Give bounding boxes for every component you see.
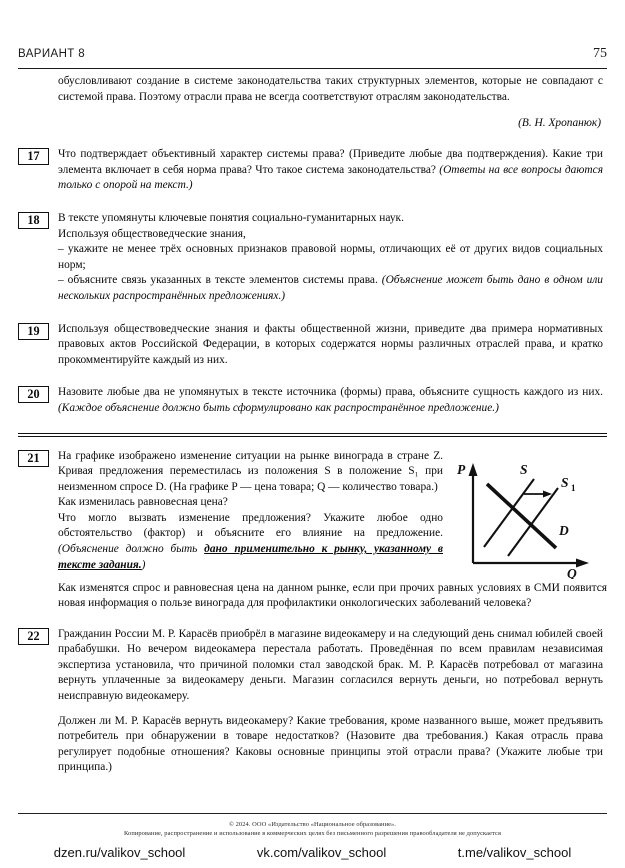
header-divider [18, 68, 607, 69]
footer-divider [18, 813, 607, 814]
page-content [18, 74, 607, 776]
task-21-intro: На графике изображено изменение ситуации на рынке винограда в стране Z. Кривая предложения переместилась из положения S в положение S₁ при неизменном спросе D. (На графике P — цена товара; Q — количество товара.) [58, 449, 443, 493]
task-22-number: 22 [18, 628, 49, 645]
label-q: Q [567, 565, 577, 579]
task-21-body [58, 449, 607, 612]
task-18-number: 18 [18, 212, 49, 229]
task-21-intro-column [58, 449, 443, 574]
social-links [18, 845, 607, 860]
task-21-top-row [58, 449, 607, 579]
link-telegram[interactable]: t.me/valikov_school [457, 845, 572, 860]
axis-vertical-arrow [469, 463, 478, 476]
task-17-text [58, 147, 603, 194]
task-20-number: 20 [18, 386, 49, 403]
task-18-line-4 [58, 273, 603, 304]
section-divider [18, 433, 607, 437]
curve-supply-s1 [508, 488, 558, 556]
task-22-paragraph-2: Должен ли М. Р. Карасёв вернуть видеокамеру? Какие требования, кроме названного выше, может предъявить потребитель при обнаружении в товаре недостатков? (Назовите два требования.) Какая отрасль права регулирует подобные отношения? Каковы основные принципы этой отрасли права? (Укажите любые три принципа.) [58, 714, 603, 774]
task-20-body [58, 385, 607, 416]
task-17-text-italic: (Ответы на все вопросы даются только с опорой на текст.) [58, 163, 603, 192]
page-footer [18, 813, 607, 860]
task-21-question-2-italic-close: ) [141, 558, 146, 571]
task-20-text [58, 385, 603, 416]
task-21-emphasis: дано применительно к рынку, указанному в тексте задания. [58, 543, 443, 571]
label-s: S [520, 461, 528, 477]
task-21-question-2 [58, 511, 443, 573]
supply-demand-chart [451, 449, 601, 579]
task-20-text-normal: Назовите любые два не упомянутых в тексте источника (формы) права, объясните сущность каждого из них. [58, 386, 603, 399]
page-number: 75 [593, 46, 607, 61]
label-d: D [559, 522, 569, 538]
task-19-body [58, 322, 607, 369]
task-18-body [58, 211, 607, 305]
task-22 [18, 627, 607, 776]
variant-label: ВАРИАНТ 8 [18, 48, 86, 60]
task-19 [18, 322, 607, 369]
task-18-line-4-normal: – объясните связь указанных в тексте элементов системы права. [58, 274, 382, 287]
link-vk[interactable]: vk.com/valikov_school [256, 845, 387, 860]
source-paragraph: обусловливают создание в системе законодательства таких структурных элементов, которые не совпадают с системой права. Поэтому отрасли права не всегда соответствуют отраслям законодательства. [58, 75, 603, 103]
link-dzen[interactable]: dzen.ru/valikov_school [53, 845, 186, 860]
task-17 [18, 147, 607, 194]
task-22-body [58, 627, 607, 776]
task-21-question-1: Как изменилась равновесная цена? [58, 496, 228, 509]
axis-horizontal-arrow [576, 558, 589, 567]
task-19-text: Используя обществоведческие знания и факты общественной жизни, приведите два примера нормативных правовых актов Российской Федерации, в которых содержатся нормы различных отраслей права, и кратко прокомментируйте каждый из них. [58, 322, 603, 366]
task-18-line-1: В тексте упомянуты ключевые понятия социально-гуманитарных наук. [58, 211, 404, 224]
task-17-text-normal: Что подтверждает объективный характер системы права? (Приведите любые два подтверждения). Какие три элемента включает в себя норма права? Что такое система законодательства? [58, 148, 603, 176]
task-18 [18, 211, 607, 305]
copyright-line-2: Копирование, распространение и использование в коммерческих целях без письменного разрешения правообладателя не допускается [123, 830, 501, 837]
task-21-question-2-italic-open: (Объяснение должно быть [58, 543, 205, 556]
copyright-line-1: © 2024. ООО «Издательство «Национальное образование». [228, 821, 397, 828]
task-21-number: 21 [18, 450, 49, 467]
task-18-line-2: Используя обществоведческие знания, [58, 227, 246, 240]
label-s1: S [561, 474, 569, 490]
task-22-paragraph-1: Гражданин России М. Р. Карасёв приобрёл в магазине видеокамеру и на следующий день снимал юбилей своей прабабушки. Но вечером видеокамера перестала работать. Проведённая по всем правилам независимая экспертиза установила, что причиной поломки стал заводской брак. М. Р. Карасёв потребовал от магазина вернуть уплаченные за видеокамеру деньги. Магазин согласился вернуть деньги, но потребовал вернуть неисправную видеокамеру. [58, 627, 603, 703]
task-20-text-italic: (Каждое объяснение должно быть сформулировано как распространённое предложение.) [58, 401, 499, 414]
task-17-body [58, 147, 607, 194]
running-head [18, 48, 607, 70]
task-17-number: 17 [18, 148, 49, 165]
task-21-question-3: Как изменятся спрос и равновесная цена на данном рынке, если при прочих равных условиях в СМИ появится новая информация о пользе винограда для профилактики онкологических заболеваний человека? [58, 581, 607, 610]
source-attribution: (В. Н. Хропанюк) [518, 117, 601, 130]
task-18-line-3: – укажите не менее трёх основных признаков правовой нормы, отличающих её от других видов социальных норм; [58, 243, 603, 271]
supply-demand-svg [451, 451, 601, 579]
task-21-question-2-normal: Что могло вызвать изменение предложения? Укажите любое одно обстоятельство (фактор) и объясните его влияние на предложение. [58, 511, 443, 540]
label-p: P [457, 461, 466, 477]
label-s1-subscript: 1 [571, 482, 576, 493]
task-18-line-4-italic: (Объяснение может быть дано в одном или нескольких распространённых предложениях.) [58, 274, 603, 302]
task-21 [18, 449, 607, 612]
task-19-number: 19 [18, 323, 49, 340]
task-20 [18, 385, 607, 416]
